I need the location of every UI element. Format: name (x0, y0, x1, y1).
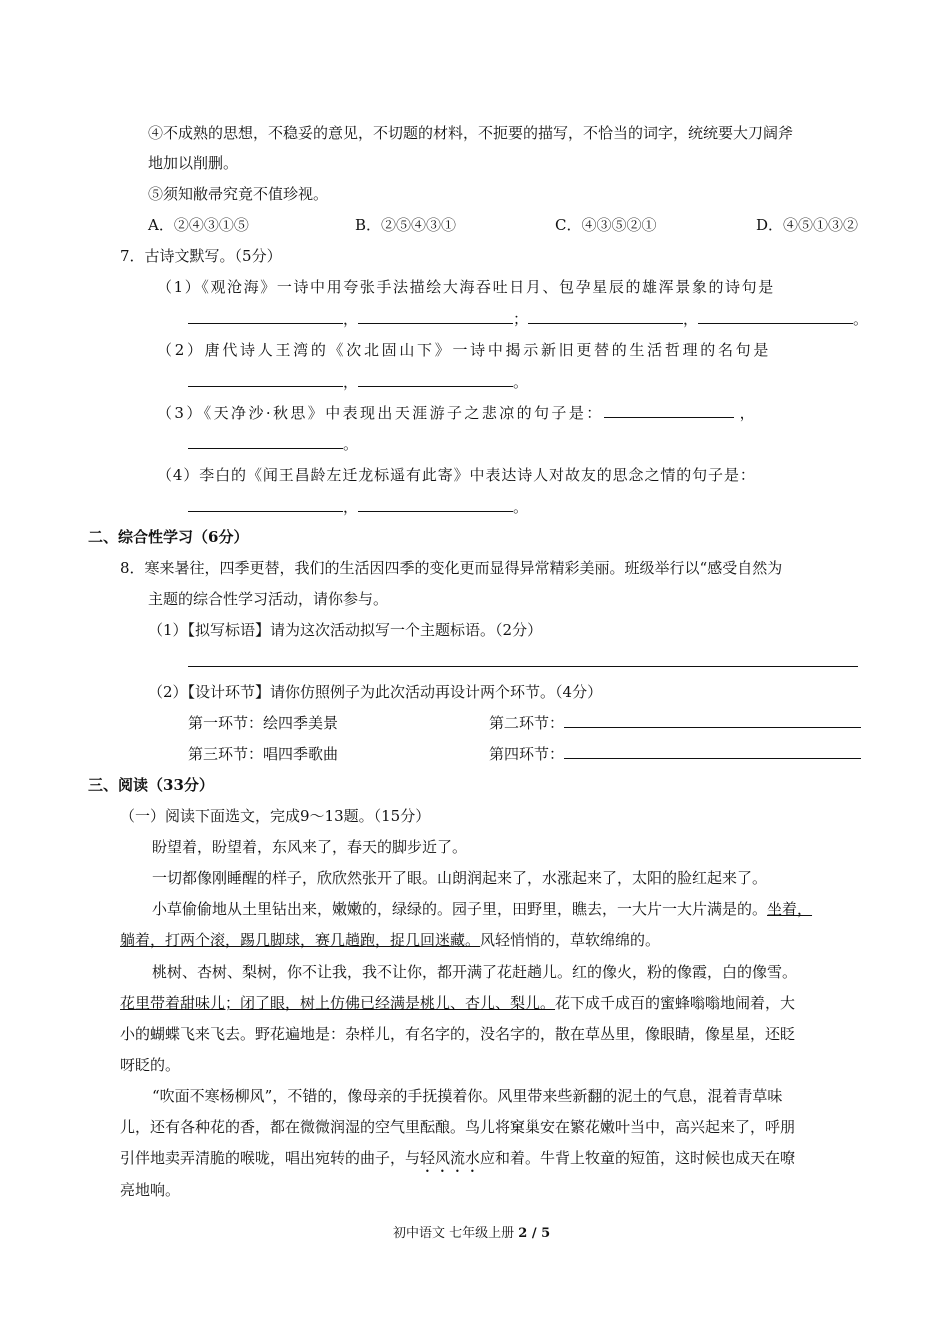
punct: ； (513, 310, 529, 328)
underlined-text: 花里带着甜味儿；闭了眼，树上仿佛已经满是桃儿、杏儿、梨儿。 (120, 994, 556, 1012)
punct: ， (343, 373, 359, 391)
q7-part4-prompt: （4）李白的《闻王昌龄左迁龙标遥有此寄》中表达诗人对故友的思念之情的句子是： (157, 466, 756, 484)
punct: ， (343, 310, 359, 328)
punct: 。 (513, 498, 529, 516)
q8-sub1: （1）【拟写标语】请为这次活动拟写一个主题标语。（2分） (148, 621, 543, 639)
answer-blank[interactable] (358, 309, 513, 324)
step-3: 第三环节：唱四季歌曲 (188, 745, 339, 763)
punct: 。 (343, 435, 359, 453)
answer-blank[interactable] (358, 497, 513, 512)
step-1: 第一环节：绘四季美景 (188, 714, 339, 732)
passage-p3-line2 (120, 930, 660, 950)
passage-p2: 一切都像刚睡醒的样子，欣欣然张开了眼。山朗润起来了，水涨起来了，太阳的脸红起来了。 (152, 869, 768, 887)
passage-p5-line4: 亮地响。 (120, 1181, 181, 1199)
answer-blank[interactable] (528, 309, 683, 324)
q6-item4-line1: ④不成熟的思想，不稳妥的意见，不切题的材料，不扼要的描写，不恰当的词字，统统要大刀阔斧 (148, 124, 794, 142)
answer-blank[interactable] (188, 372, 343, 387)
answer-blank[interactable] (188, 497, 343, 512)
passage-p5-line1: “吹面不寒杨柳风”，不错的，像母亲的手抚摸着你。风里带来些新翻的泥土的气息，混着青草味 (152, 1087, 783, 1105)
section2-heading: 二、综合性学习（6分） (88, 528, 249, 546)
q6-option-d: D．④⑤①③② (756, 216, 859, 234)
q7-part1-answers (188, 309, 868, 329)
passage-p1: 盼望着，盼望着，东风来了，春天的脚步近了。 (152, 838, 468, 856)
q7-part2-answers (188, 372, 528, 392)
step-2 (489, 713, 861, 733)
punct: 。 (513, 373, 529, 391)
reading-intro: （一）阅读下面选文，完成9～13题。（15分） (120, 807, 431, 825)
q7-part3-prompt (157, 403, 755, 423)
step-2-label: 第二环节： (489, 714, 565, 732)
text: 应和着。牛背上牧童的短笛，这时候也成天在嘹 (480, 1149, 796, 1167)
slogan-answer-line[interactable] (188, 666, 858, 667)
q8-text-line2: 主题的综合性学习活动，请你参与。 (148, 590, 389, 608)
step-2-blank[interactable] (564, 713, 861, 728)
answer-blank[interactable] (604, 403, 734, 418)
underlined-text: 躺着，打两个滚，踢几脚球，赛几趟跑，捉几回迷藏。 (120, 931, 481, 949)
punct: ， (683, 310, 699, 328)
step-4 (489, 744, 861, 764)
underlined-text: 坐着， (767, 900, 813, 918)
q6-option-c: C．④③⑤②① (555, 216, 657, 234)
q6-item4-line2: 地加以削删。 (148, 154, 239, 172)
section3-heading: 三、阅读（33分） (88, 776, 214, 794)
text: 花下成千成百的蜜蜂嗡嗡地闹着，大 (555, 994, 796, 1012)
passage-p4-line1: 桃树、杏树、梨树，你不让我，我不让你，都开满了花赶趟儿。红的像火，粉的像霞，白的像雪。 (152, 963, 798, 981)
page-number: 2 / 5 (518, 1226, 551, 1241)
answer-blank[interactable] (358, 372, 513, 387)
step-4-blank[interactable] (564, 744, 861, 759)
q7-part3-text: （3）《天净沙·秋思》中表现出天涯游子之悲凉的句子是： (157, 404, 604, 422)
text: 小草偷偷地从土里钻出来，嫩嫩的，绿绿的。园子里，田野里，瞧去，一大片一大片满是的。 (152, 900, 768, 918)
passage-p4-line2 (120, 993, 795, 1013)
passage-p5-line3 (120, 1148, 795, 1176)
step-4-label: 第四环节： (489, 745, 565, 763)
answer-blank[interactable] (188, 434, 343, 449)
q6-option-b: B．②⑤④③① (355, 216, 457, 234)
q7-part4-answers (188, 497, 528, 517)
text: 引伴地卖弄清脆的喉咙，唱出宛转的曲子，与 (120, 1149, 421, 1167)
passage-p4-line3: 小的蝴蝶飞来飞去。野花遍地是：杂样儿，有名字的，没名字的，散在草丛里，像眼睛，像星星，还眨 (120, 1025, 796, 1043)
q6-option-a: A．②④③①⑤ (148, 216, 249, 234)
passage-p3-line1 (152, 899, 812, 919)
answer-blank[interactable] (188, 309, 343, 324)
dotted-text: 轻风流水 (420, 1149, 481, 1167)
q7-part3-answers (188, 434, 358, 454)
passage-p4-line4: 呀眨的。 (120, 1056, 181, 1074)
passage-p5-line2: 儿，还有各种花的香，都在微微润湿的空气里酝酿。鸟儿将窠巢安在繁花嫩叶当中，高兴起来了，呼朋 (120, 1118, 796, 1136)
q7-part2-prompt: （2）唐代诗人王湾的《次北固山下》一诗中揭示新旧更替的生活哲理的名句是 (157, 341, 772, 359)
q7-title: 7．古诗文默写。（5分） (120, 247, 282, 265)
text: 风轻悄悄的，草软绵绵的。 (480, 931, 661, 949)
q7-part1-prompt: （1）《观沧海》一诗中用夸张手法描绘大海吞吐日月、包孕星辰的雄浑景象的诗句是 (157, 278, 775, 296)
punct: 。 (853, 310, 869, 328)
footer-subject: 初中语文 七年级上册 (393, 1226, 519, 1241)
punct: ， (739, 404, 755, 422)
punct: ， (343, 498, 359, 516)
q8-sub2: （2）【设计环节】请你仿照例子为此次活动再设计两个环节。（4分） (148, 683, 603, 701)
page-footer (393, 1226, 550, 1242)
answer-blank[interactable] (698, 309, 853, 324)
q8-text-line1: 8．寒来暑往，四季更替，我们的生活因四季的变化更而显得异常精彩美丽。班级举行以“感受自然为 (120, 559, 783, 577)
q6-item5: ⑤须知敝帚究竟不值珍视。 (148, 185, 329, 203)
